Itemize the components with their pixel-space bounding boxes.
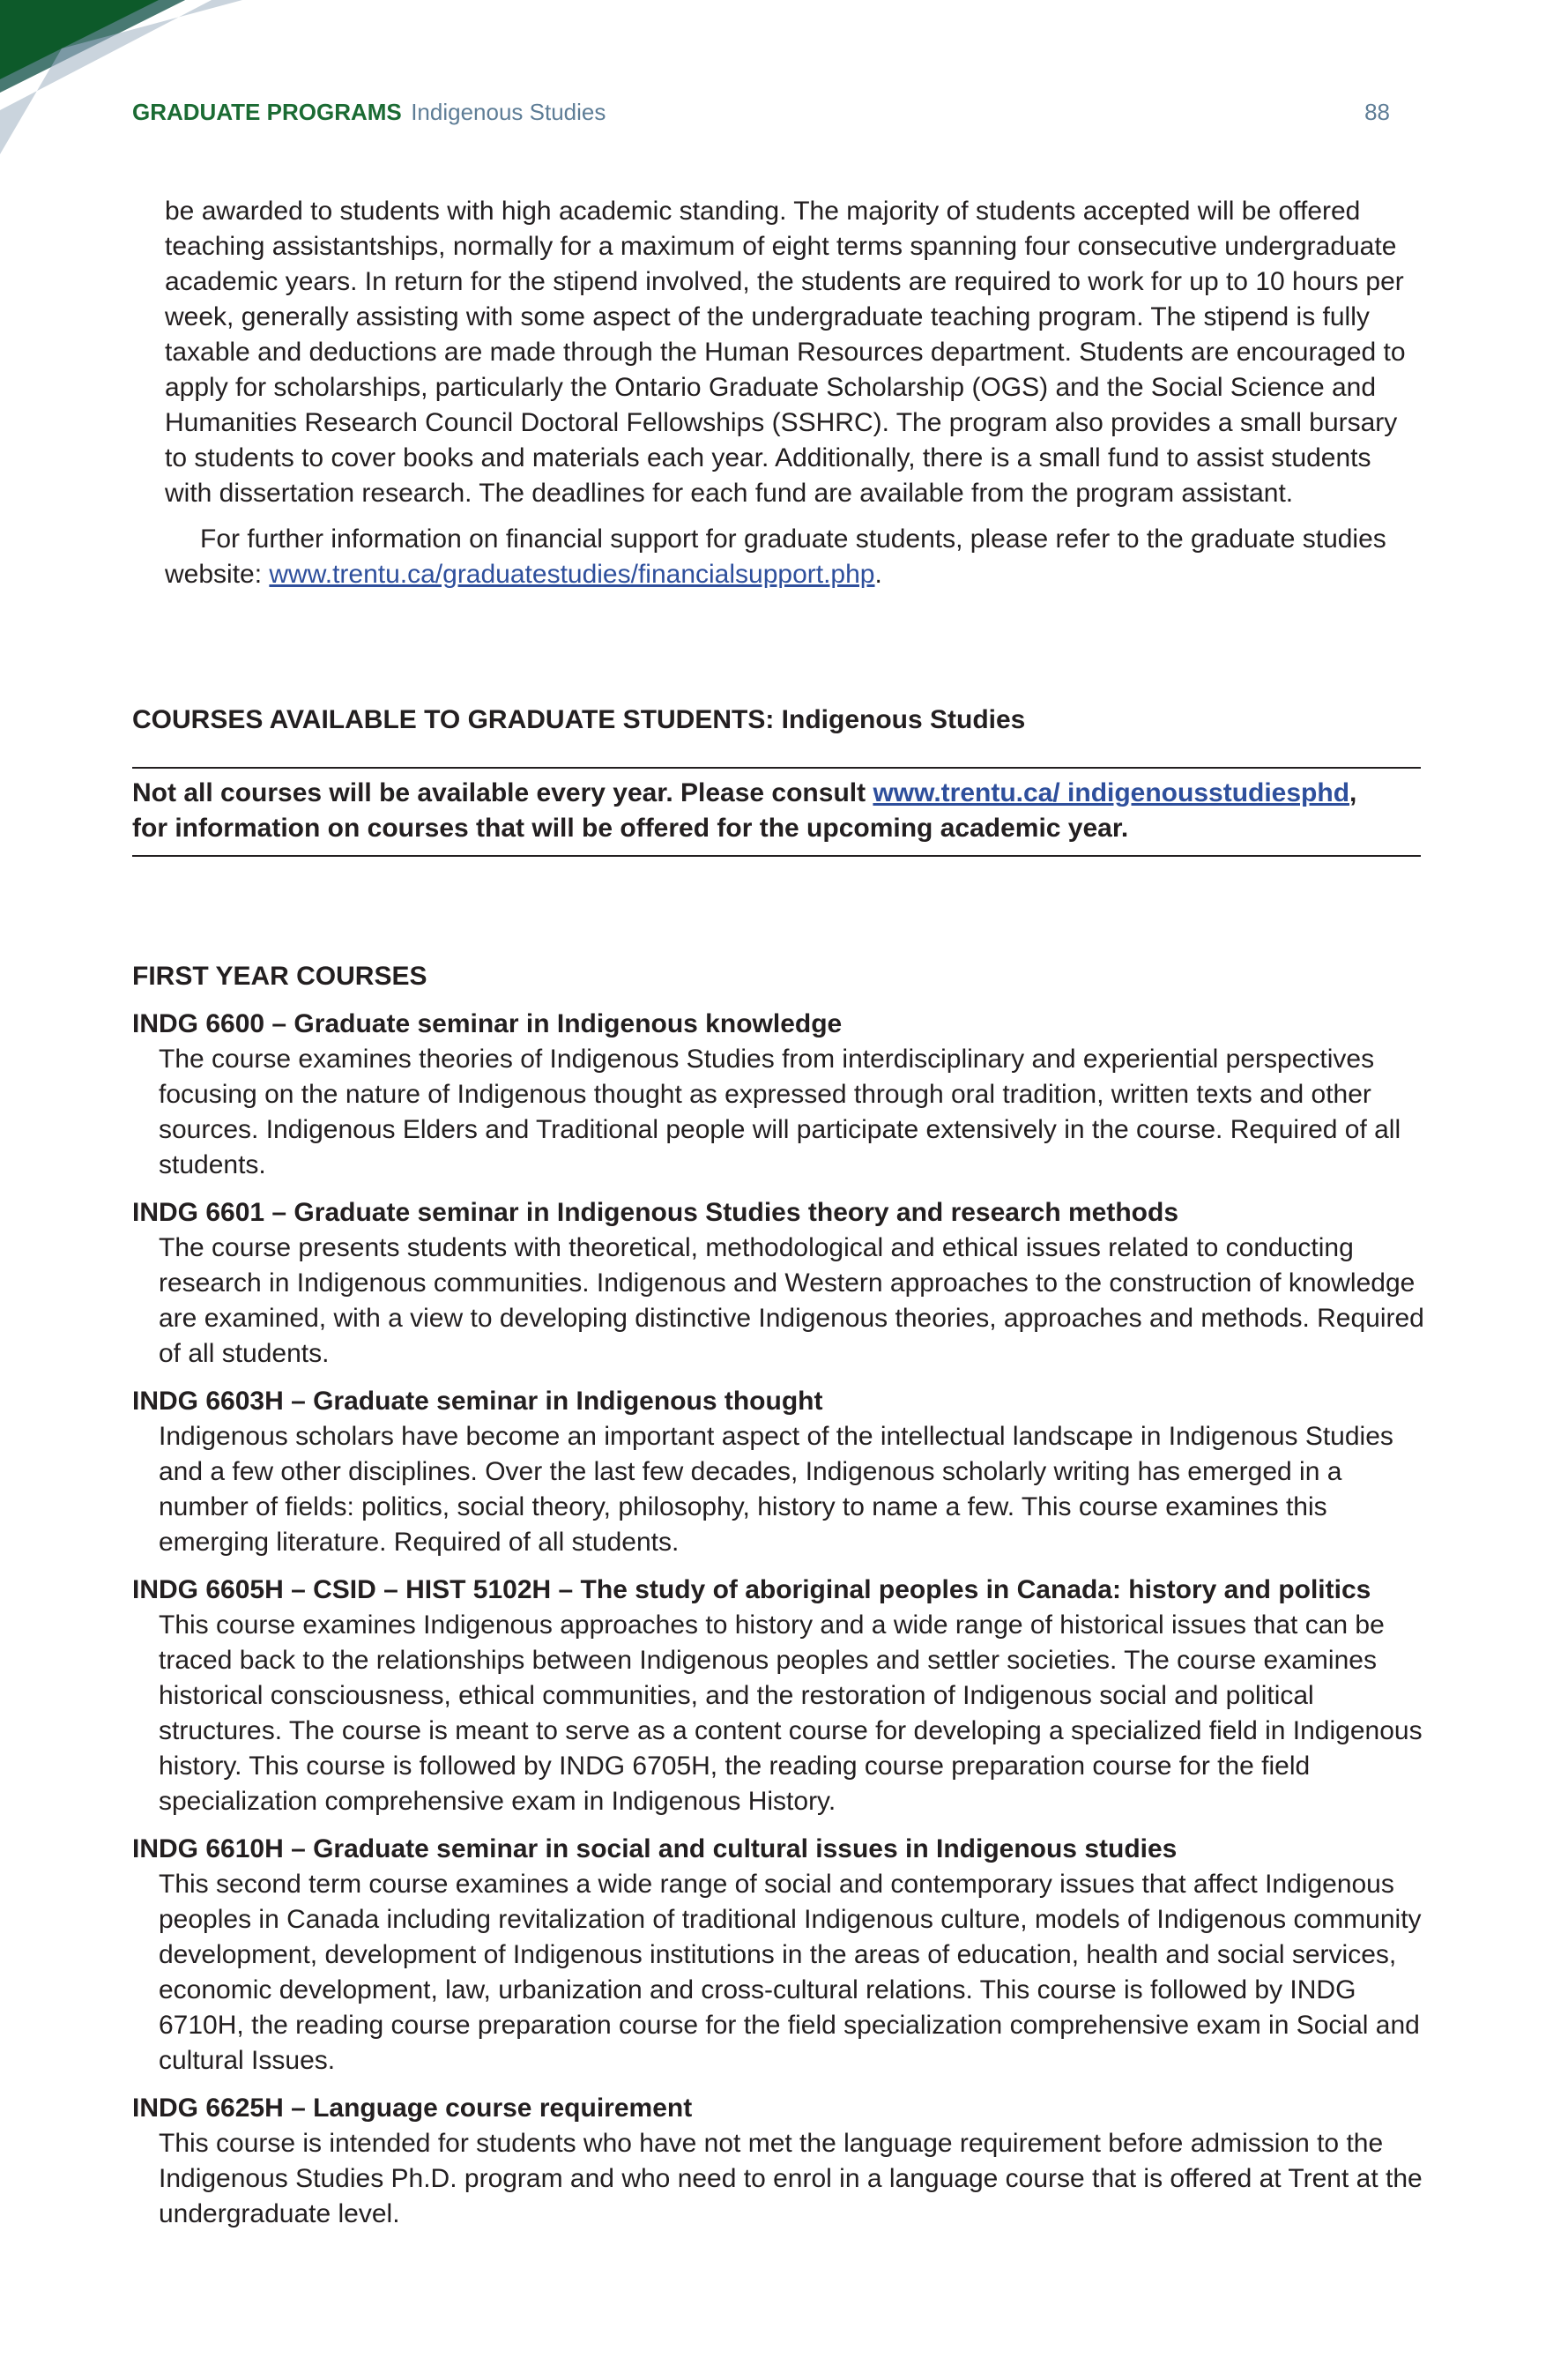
- notice-text-after: , for information on courses that will be offered for the upcoming academic year.: [132, 778, 1357, 843]
- course-title: INDG 6603H – Graduate seminar in Indigenous thought: [132, 1387, 823, 1416]
- course-item: [132, 1832, 1428, 2079]
- courses-heading: COURSES AVAILABLE TO GRADUATE STUDENTS: Indigenous Studies: [132, 705, 1026, 734]
- intro-text: [165, 194, 1425, 592]
- course-title: INDG 6605H – CSID – HIST 5102H – The study of aboriginal peoples in Canada: history and politics: [132, 1575, 1371, 1604]
- course-item: [132, 1007, 1428, 1183]
- first-year-title: FIRST YEAR COURSES: [132, 962, 427, 991]
- course-description: This course examines Indigenous approaches to history and a wide range of historical issues that can be traced back to the relationships between Indigenous peoples and settler societies. The course examines historical consciousness, ethical communities, and the restoration of Indigenous social and political structures. The course is meant to serve as a content course for developing a specialized field in Indigenous history. This course is followed by INDG 6705H, the reading course preparation course for the field specialization comprehensive exam in Indigenous History.: [159, 1610, 1423, 1816]
- financial-support-link[interactable]: www.trentu.ca/graduatestudies/financialsupport.php: [269, 560, 875, 589]
- page-number: 88: [1364, 99, 1390, 125]
- intro-paragraph: be awarded to students with high academic standing. The majority of students accepted will be offered teaching assistantships, normally for a maximum of eight terms spanning four consecutive undergraduate academic years. In return for the stipend involved, the students are required to work for up to 10 hours per week, generally assisting with some aspect of the undergraduate teaching program. The stipend is fully taxable and deductions are made through the Human Resources department. Students are encouraged to apply for scholarships, particularly the Ontario Graduate Scholarship (OGS) and the Social Science and Humanities Research Council Doctoral Fellowships (SSHRC). The program also provides a small bursary to students to cover books and materials each year. Additionally, there is a small fund to assist students with dissertation research. The deadlines for each fund are available from the program assistant.: [165, 197, 1406, 508]
- course-item: [132, 1573, 1428, 1819]
- financial-support-end: .: [874, 560, 882, 589]
- course-title: INDG 6600 – Graduate seminar in Indigenous knowledge: [132, 1009, 843, 1038]
- course-description: Indigenous scholars have become an important aspect of the intellectual landscape in Indigenous Studies and a few other disciplines. Over the last few decades, Indigenous scholarly writing has emerged in a number of fields: politics, social theory, philosophy, history to name a few. This course examines this emerging literature. Required of all students.: [159, 1422, 1393, 1557]
- course-item: [132, 1195, 1428, 1372]
- notice-text-before: Not all courses will be available every year. Please consult: [132, 778, 873, 807]
- financial-support-text: For further information on financial support for graduate students, please refer to the graduate studies website:: [165, 524, 1386, 589]
- course-description: This second term course examines a wide range of social and contemporary issues that affect Indigenous peoples in Canada including revitalization of traditional Indigenous culture, models of Indigenous community development, development of Indigenous institutions in the areas of education, health and social services, economic development, law, urbanization and cross-cultural relations. This course is followed by INDG 6710H, the reading course preparation course for the field specialization comprehensive exam in Social and cultural Issues.: [159, 1870, 1422, 2075]
- course-item: [132, 2091, 1428, 2232]
- course-description: This course is intended for students who have not met the language requirement before admission to the Indigenous Studies Ph.D. program and who need to enrol in a language course that is offered at Trent at the undergraduate level.: [159, 2129, 1423, 2228]
- course-description: The course examines theories of Indigenous Studies from interdisciplinary and experiential perspectives focusing on the nature of Indigenous thought as expressed through oral tradition, written texts and other sources. Indigenous Elders and Traditional people will participate extensively in the course. Required of all students.: [159, 1045, 1401, 1179]
- course-title: INDG 6625H – Language course requirement: [132, 2094, 693, 2123]
- header-subsection: Indigenous Studies: [411, 99, 606, 125]
- first-year-courses: [132, 959, 1428, 2244]
- course-item: [132, 1384, 1428, 1560]
- notice-link[interactable]: www.trentu.ca/ indigenousstudiesphd: [873, 778, 1350, 807]
- course-description: The course presents students with theoretical, methodological and ethical issues related to conducting research in Indigenous communities. Indigenous and Western approaches to the construction of knowledge are examined, with a view to developing distinctive Indigenous theories, approaches and methods. Required of all students.: [159, 1233, 1424, 1368]
- header-section: GRADUATE PROGRAMS: [132, 99, 402, 125]
- page-header: [132, 99, 1390, 134]
- course-title: INDG 6601 – Graduate seminar in Indigenous Studies theory and research methods: [132, 1198, 1179, 1227]
- availability-notice: [132, 767, 1421, 857]
- financial-support-paragraph: [165, 522, 1425, 592]
- course-title: INDG 6610H – Graduate seminar in social and cultural issues in Indigenous studies: [132, 1834, 1178, 1863]
- corner-decoration: [0, 0, 247, 159]
